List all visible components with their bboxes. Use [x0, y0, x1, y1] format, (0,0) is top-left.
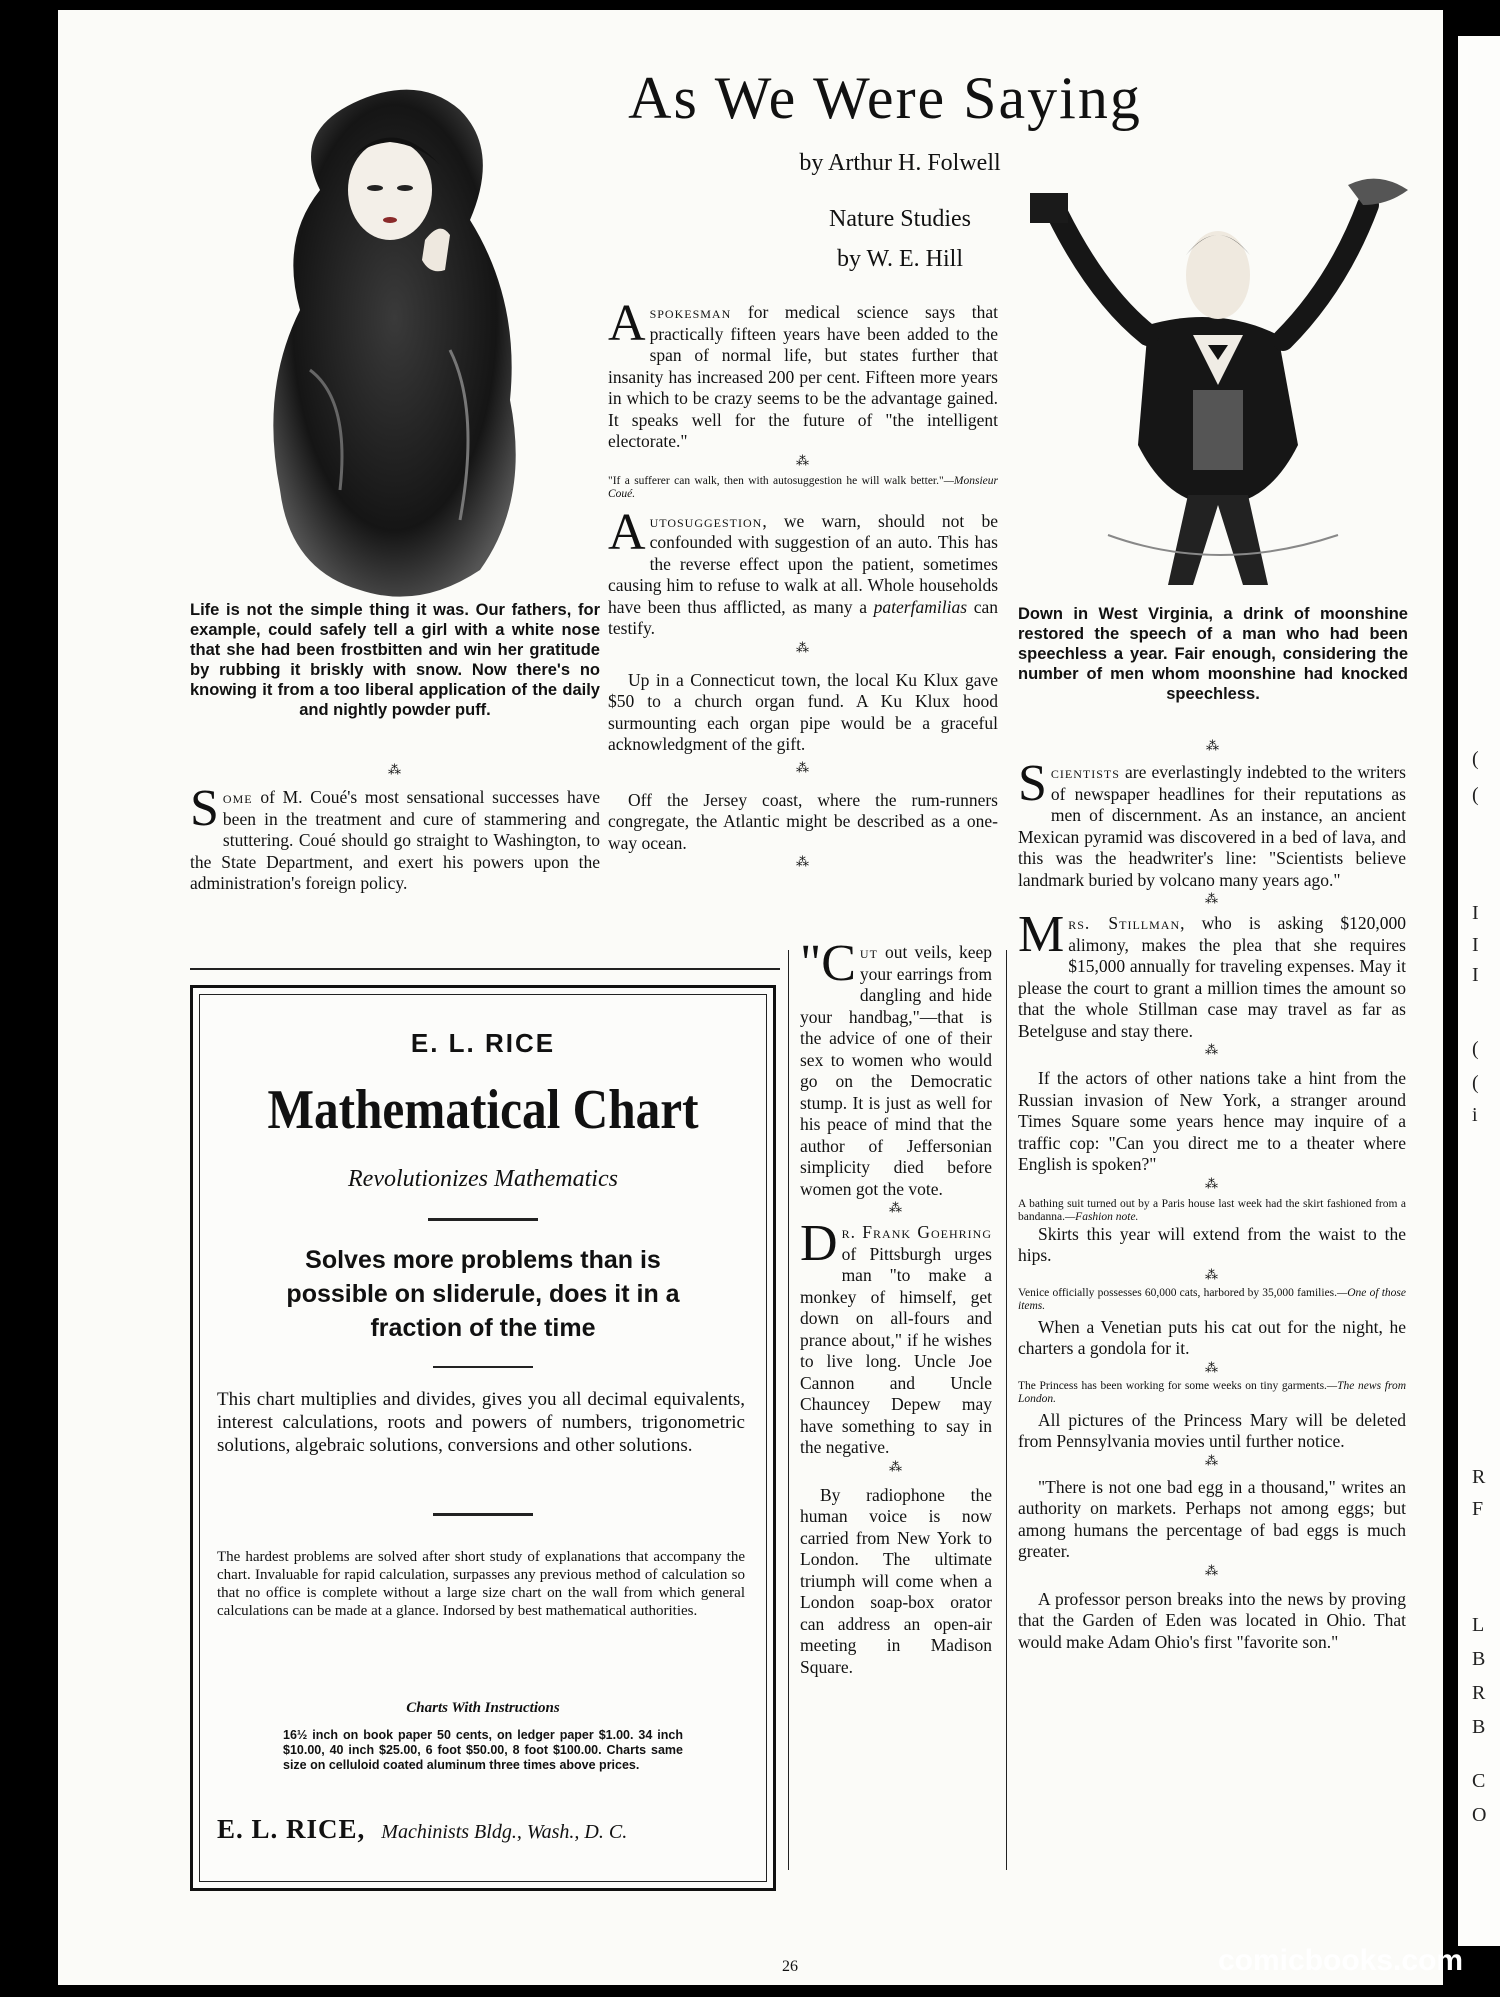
separator-stars: ⁂	[1205, 1359, 1219, 1375]
narrow-column-left-rule	[788, 950, 789, 1870]
edge-letter: (	[1472, 784, 1479, 806]
edge-letter: (	[1472, 1038, 1479, 1060]
edge-letter: B	[1472, 1648, 1486, 1670]
right-column-left-rule	[1006, 950, 1007, 1870]
left-paragraph-coue: Some of M. Coué's most sensational successes have been in the treatment and cure of stammering and stuttering. Coué should go straight to Washington, to the State Department, and exert his powers upon the administration's foreign policy.	[190, 780, 600, 893]
separator-stars: ⁂	[796, 854, 810, 869]
drop-cap: S	[190, 780, 219, 837]
narrow-column	[800, 935, 992, 1678]
middle-paragraph-kuklux: Up in a Connecticut town, the local Ku Klux gave $50 to a church organ fund. A Ku Klux hood surmounting each organ pipe would be a graceful acknowledgment of the gift.	[608, 669, 998, 754]
edge-letter: R	[1472, 1682, 1486, 1704]
ad-headline: Solves more problems than is possible on sliderule, does it in a fraction of the time	[286, 1246, 680, 1342]
separator-stars: ⁂	[1205, 1175, 1219, 1191]
edge-letter: I	[1472, 964, 1479, 986]
edge-letter: L	[1472, 1614, 1485, 1636]
credit-line-2: by W. E. Hill	[836, 246, 963, 272]
right-paragraph-actors: If the actors of other nations take a hint from the Russian invasion of New York, a stranger around Times Square some years hence may inquire of a traffic cop: "Can you direct me to a theater where English is spoken?"	[1018, 1068, 1406, 1174]
separator-stars: ⁂	[1206, 738, 1220, 753]
separator-stars: ⁂	[796, 452, 810, 468]
middle-paragraph-jersey: Off the Jersey coast, where the rum-runners congregate, the Atlantic might be described as a one-way ocean.	[608, 789, 998, 853]
woman-illustration-caption: Life is not the simple thing it was. Our fathers, for example, could safely tell a girl with a white nose that she had been frostbitten and win her gratitude by rubbing it briskly with snow. Now there's no knowing it from a too liberal application of the daily and nightly powder puff.	[190, 601, 600, 719]
ad-footer-address: Machinists Bldg., Wash., D. C.	[381, 1821, 628, 1843]
ad-body-2: The hardest problems are solved after short study of explanations that accompany the chart. Invaluable for rapid calculation, surpasses any previous method of calculation so that no office is complete without a large size chart on the wall from which general calculations can be made at a glance. Indorsed by best mathematical authorities.	[217, 1549, 745, 1619]
edge-letter: (	[1472, 748, 1479, 770]
middle-paragraph-autosuggestion: Autosuggestion, we warn, should not be confounded with suggestion of an auto. This has the reverse effect upon the patient, sometimes causing him to refuse to walk at all. Whole households have been thus afflicted, as many a paterfamilias can testify.	[608, 503, 998, 638]
ad-company: E. L. RICE	[410, 1028, 556, 1058]
right-paragraph-eden: A professor person breaks into the news by proving that the Garden of Eden was located in Ohio. That would make Adam Ohio's first "favorite son."	[1018, 1588, 1406, 1652]
separator-stars: ⁂	[889, 1200, 903, 1215]
ad-top-rule	[190, 968, 780, 970]
right-paragraph-scientists: Scientists are everlastingly indebted to the writers of newspaper headlines for their reputations as men of discernment. As an instance, an ancient Mexican pyramid was discovered in a bed of lava, and this was the headwriter's line: "Scientists believe landmark buried by volcano many years ago."	[1018, 755, 1406, 890]
article-byline: by Arthur H. Folwell	[799, 150, 1001, 176]
mathematical-chart-advertisement	[190, 985, 776, 1891]
right-quote-bathing-suit: A bathing suit turned out by a Paris house last week had the skirt fashioned from a bandanna.—Fashion note.	[1018, 1197, 1406, 1223]
separator-stars: ⁂	[1205, 1042, 1219, 1057]
right-paragraph-princess-mary: All pictures of the Princess Mary will be deleted from Pennsylvania movies until further notice.	[1018, 1409, 1406, 1451]
page-number: 26	[782, 1958, 798, 1975]
edge-letter: (	[1472, 1072, 1479, 1094]
ad-footer	[217, 1814, 757, 1845]
woman-in-fur-illustration	[250, 70, 550, 615]
edge-letter: I	[1472, 902, 1479, 924]
edge-letter: I	[1472, 934, 1479, 956]
separator-stars: ⁂	[889, 1458, 903, 1474]
ad-divider	[433, 1513, 533, 1516]
narrow-paragraph-radiophone: By radiophone the human voice is now carried from New York to London. The ultimate triumph will come when a London soap-box orator can address an open-air meeting in Madison Square.	[800, 1484, 992, 1677]
right-column	[1018, 755, 1406, 1653]
ad-divider	[433, 1366, 533, 1368]
site-watermark: comicbooks.com	[1218, 1944, 1464, 1977]
man-illustration-caption: Down in West Virginia, a drink of moonshine restored the speech of a man who had been speechless a year. Fair enough, considering the number of men whom moonshine had knocked speechless.	[1018, 605, 1408, 703]
ad-product-name: Mathematical Chart	[267, 1079, 699, 1141]
middle-column	[608, 295, 998, 870]
separator-stars: ⁂	[796, 639, 810, 655]
ad-subhead: Charts With Instructions	[406, 1700, 560, 1716]
right-paragraph-bad-egg: "There is not one bad egg in a thousand," writes an authority on markets. Perhaps not among eggs; but among humans the percentage of bad eggs is much greater.	[1018, 1476, 1406, 1561]
separator-stars: ⁂	[796, 759, 810, 775]
edge-letter: C	[1472, 1770, 1486, 1792]
adjacent-page-edge	[1458, 36, 1500, 1946]
edge-letter: R	[1472, 1466, 1486, 1488]
narrow-paragraph-goehring: Dr. Frank Goehring of Pittsburgh urges man "to make a monkey of himself, get down on all-fours and prance about," if he wishes to live long. Uncle Joe Cannon and Uncle Chauncey Depew may have something to say in the negative.	[800, 1215, 992, 1457]
edge-letter: B	[1472, 1716, 1486, 1738]
middle-quote-coue: "If a sufferer can walk, then with autosuggestion he will walk better."—Monsieur Coué.	[608, 474, 998, 500]
edge-letter: i	[1472, 1104, 1478, 1126]
narrow-paragraph-veils: "Cut out veils, keep your earrings from dangling and hide your handbag,"—that is the advice of one of their sex to women who would go on the Democratic stump. It is just as well for his peace of mind that the author of Jeffersonian simplicity died before women got the vote.	[800, 935, 992, 1199]
article-title: As We Were Saying	[628, 65, 1142, 131]
right-quote-venice: Venice officially possesses 60,000 cats, harbored by 35,000 families.—One of those items.	[1018, 1286, 1406, 1312]
right-paragraph-skirts: Skirts this year will extend from the waist to the hips.	[1018, 1223, 1406, 1265]
ad-tagline: Revolutionizes Mathematics	[348, 1166, 618, 1192]
right-quote-princess: The Princess has been working for some weeks on tiny garments.—The news from London.	[1018, 1379, 1406, 1405]
separator-stars: ⁂	[1205, 1266, 1219, 1282]
edge-letter: O	[1472, 1804, 1487, 1826]
ad-body-1: This chart multiplies and divides, gives you all decimal equivalents, interest calculations, roots and powers of numbers, trigonometric solutions, algebraic solutions, conversions and other solutions.	[217, 1389, 745, 1456]
ad-prices: 16½ inch on book paper 50 cents, on ledger paper $1.00. 34 inch $10.00, 40 inch $25.00, 6 foot $50.00, 8 foot $100.00. Charts same size on celluloid coated aluminum three times above prices.	[283, 1728, 683, 1772]
separator-stars: ⁂	[1205, 1562, 1219, 1578]
right-paragraph-gondola: When a Venetian puts his cat out for the night, he charters a gondola for it.	[1018, 1316, 1406, 1358]
right-paragraph-stillman: Mrs. Stillman, who is asking $120,000 alimony, makes the plea that she requires $15,000 annually for traveling expenses. May it please the court to grant a million times the amount so that the whole Stillman case may travel as far as Betelguse and stay there.	[1018, 906, 1406, 1041]
separator-stars: ⁂	[1205, 891, 1219, 906]
man-with-hat-illustration	[1018, 175, 1418, 595]
ad-footer-name: E. L. RICE,	[217, 1814, 366, 1844]
separator-stars: ⁂	[388, 762, 402, 777]
middle-paragraph-spokesman: A spokesman for medical science says that practically fifteen years have been added to the span of normal life, but states further that insanity has increased 200 per cent. Fifteen more years in which to be crazy seems to be the advantage gained. It speaks well for the future of "the intelligent electorate."	[608, 295, 998, 451]
credit-line-1: Nature Studies	[829, 206, 971, 232]
ad-divider	[428, 1218, 538, 1221]
separator-stars: ⁂	[1205, 1452, 1219, 1468]
edge-letter: F	[1472, 1498, 1484, 1520]
